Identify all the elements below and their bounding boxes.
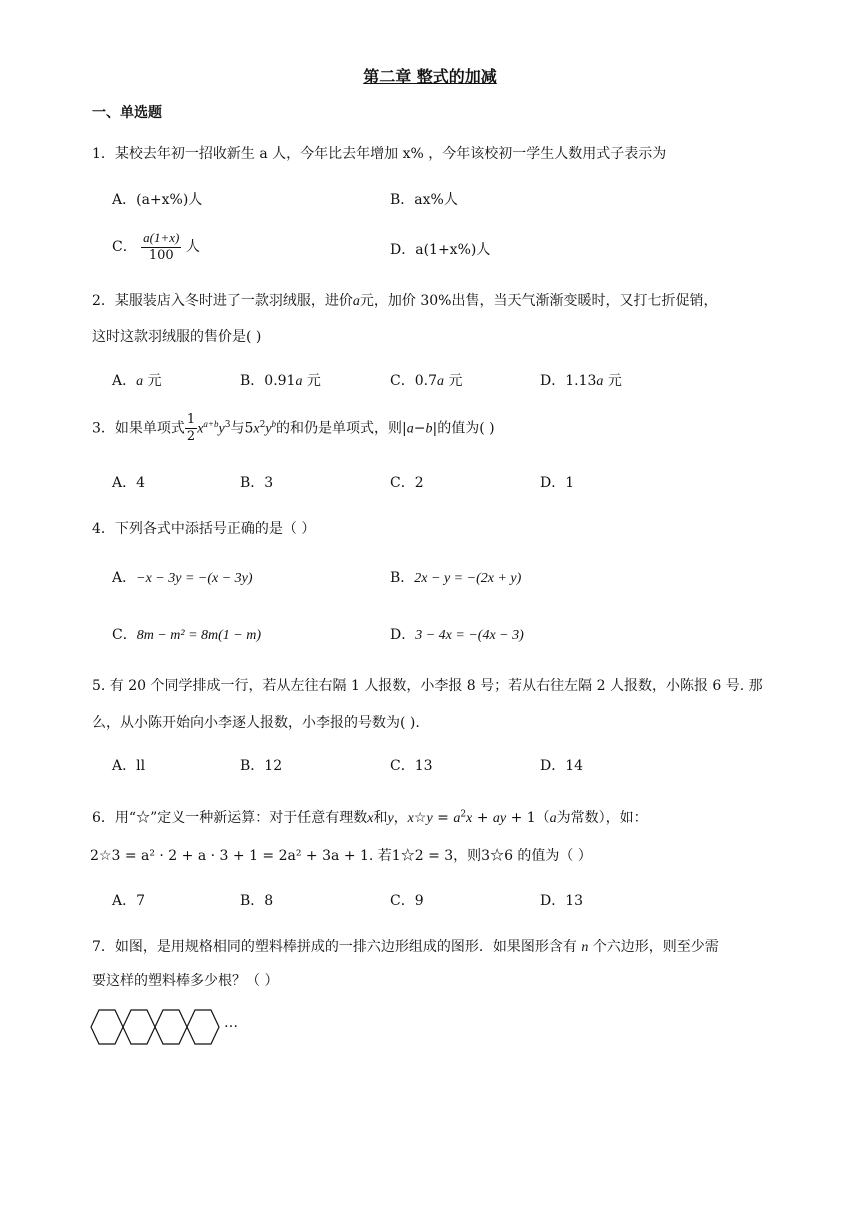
q4-c-expr: 8m − m² = 8m(1 − m) [136,628,262,643]
q2-var-a: a [352,294,360,309]
q6-option-d: D．13 [540,893,584,909]
q3-option-b: B．3 [240,475,274,491]
q1-option-a: A．(a+x%)人 [112,192,203,208]
q6-option-b: B．8 [240,893,274,909]
hexagon-3 [155,1010,187,1044]
question-6-stem-line1: 6．用“☆”定义一种新运算：对于任意有理数x和y，x☆y = $a^2x$ + ay + 1（a为常数），如： [92,809,648,826]
question-4-stem: 4．下列各式中添括号正确的是（ ） [92,521,316,537]
q1-c-denominator: 100 [148,248,174,263]
q3-stem-part1: 3．如果单项式 [92,420,185,437]
q6-question: ，则3☆6 的值为（ ） [453,848,592,864]
q4-a-label: A． [112,570,137,586]
q3-option-c: C．2 [390,475,424,491]
q3-frac-den: 2 [186,429,196,444]
question-2-stem-line2: 这时这款羽绒服的售价是( ) [92,329,262,345]
q2-a-unit: 元 [147,373,162,389]
q3-stem-part3: 的和仍是单项式，则| [276,420,407,437]
q3-stem-part2: 与 [230,420,245,437]
q2-b-unit: 元 [306,373,321,389]
q2-stem-part1: 2．某服装店入冬时进了一款羽绒服，进价 [92,293,353,309]
q2-a-var: a [136,374,144,389]
q2-b-var: a [295,374,303,389]
q7-stem-part1: 7．如图，是用规格相同的塑料棒拼成的一排六边形组成的图形．如果图形含有 [92,939,577,955]
question-5-stem-line2: 么，从小陈开始向小李逐人报数，小李报的号数为( ). [92,715,420,731]
q2-d-var: a [596,374,604,389]
q2-stem-part2: 元，加价 30%出售，当天气渐渐变暖时，又打七折促销， [359,293,718,309]
q3-stem-part4: |的值为( ) [432,420,495,437]
q6-option-c: C．9 [390,893,424,909]
q1-option-b: B．ax%人 [390,192,458,208]
hexagon-ellipsis: … [224,1015,238,1031]
q5-option-a: A．ll [112,758,146,774]
q2-d-label: D．1.13 [540,373,597,389]
section-heading: 一、单选题 [92,105,162,121]
question-7-stem-line1: 7．如图，是用规格相同的塑料棒拼成的一排六边形组成的图形．如果图形含有 n 个六边形，则至少需 [92,939,719,955]
q4-option-b [390,567,521,587]
hexagon-row-figure [88,1003,258,1051]
q2-b-label: B．0.91 [240,373,296,389]
q6-example: 2☆3 = a² · 2 + a · 3 + 1 = 2a² + 3a + 1. 若1☆2 = 3 [90,848,454,864]
q2-c-var: a [436,374,444,389]
q5-option-b: B．12 [240,758,283,774]
hexagon-4 [187,1010,219,1044]
q2-c-unit: 元 [448,373,463,389]
q3-option-d: D．1 [540,475,575,491]
q4-c-label: C． [112,627,137,643]
q4-option-c [112,624,261,644]
q1-c-numerator: a(1+x) [143,230,180,245]
question-6-stem-line2 [90,845,592,865]
question-5-stem-line1: 5. 有 20 个同学排成一行，若从左往右隔 1 人报数，小李报 8 号；若从右往左隔 2 人报数，小陈报 6 号. 那 [92,678,763,694]
q4-d-label: D． [390,627,416,643]
question-7-stem-line2: 要这样的塑料棒多少根？（ ） [92,973,279,989]
q6-stem-part3: ， [393,810,408,826]
q1-option-c-label: C． [112,239,137,255]
q1-option-d: D．a(1+x%)人 [390,242,491,258]
q2-c-label: C．0.7 [390,373,437,389]
q5-option-d: D．14 [540,758,584,774]
q3-frac-num: 1 [186,412,196,427]
question-3-stem: 3．如果单项式 $\frac{1}{2}$ $x^{a+b}y^3$与$5x^2y^b$的和仍是单项式，则|a−b|的值为( ) [92,412,495,444]
q4-a-expr: −x − 3y = −(x − 3y) [136,571,253,586]
q2-d-unit: 元 [607,373,622,389]
q3-fraction [185,412,197,445]
question-2-stem-line1 [92,290,717,310]
q2-a-label: A． [112,373,137,389]
q2-option-c [390,370,462,390]
q6-stem-part2: 和 [373,810,388,826]
q6-stem-part1: 6．用“☆”定义一种新运算：对于任意有理数 [92,810,368,826]
q2-option-a [112,370,162,390]
q4-option-d [390,624,524,644]
q7-stem-part2: 个六边形，则至少需 [592,939,719,955]
q4-b-label: B． [390,570,415,586]
hexagon-2 [123,1010,155,1044]
q6-option-a: A．7 [112,893,146,909]
hexagon-1 [91,1010,123,1044]
q4-option-a [112,567,253,587]
q1-option-c [112,230,200,264]
q2-option-b [240,370,321,390]
question-1-stem: 1．某校去年初一招收新生 a 人，今年比去年增加 x% ，今年该校初一学生人数用式子表示为 [92,146,667,162]
q3-option-a: A．4 [112,475,146,491]
page-title: 第二章 整式的加减 [363,67,497,86]
q1-option-c-fraction [141,230,181,264]
q4-d-expr: 3 − 4x = −(4x − 3) [415,628,524,643]
q6-stem-part5: 为常数），如： [556,810,648,826]
q5-option-c: C．13 [390,758,433,774]
q4-b-expr: 2x − y = −(2x + y) [414,571,522,586]
q2-option-d [540,370,622,390]
q6-stem-part4: （ [535,810,550,826]
q1-option-c-unit: 人 [185,239,200,255]
